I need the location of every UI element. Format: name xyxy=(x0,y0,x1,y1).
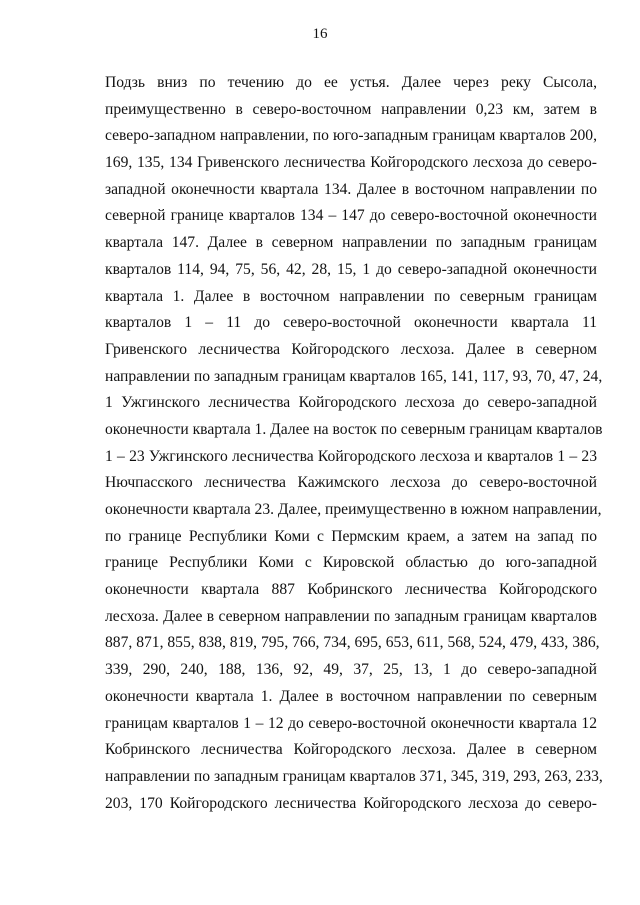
text-line: квартала 147. Далее в северном направлении по западным границам xyxy=(105,234,597,252)
text-line: западной оконечности квартала 134. Далее в восточном направлении по xyxy=(105,180,597,198)
text-line: лесхоза. Далее в северном направлении по западным границам кварталов xyxy=(105,607,597,625)
text-line: кварталов 1 – 11 до северо-восточной оконечности квартала 11 xyxy=(105,314,597,332)
text-line: 203, 170 Койгородского лесничества Койгородского лесхоза до северо- xyxy=(105,794,597,812)
text-line: по границе Республики Коми с Пермским краем, а затем на запад по xyxy=(105,527,597,545)
text-line: северо-западном направлении, по юго-западным границам кварталов 200, xyxy=(105,127,597,145)
text-line: направлении по западным границам кварталов 165, 141, 117, 93, 70, 47, 24, xyxy=(105,367,603,385)
text-line: оконечности квартала 23. Далее, преимущественно в южном направлении, xyxy=(105,501,602,518)
text-line: северной границе кварталов 134 – 147 до северо-восточной оконечности xyxy=(105,207,597,225)
text-line: Гривенского лесничества Койгородского лесхоза. Далее в северном xyxy=(105,340,597,358)
text-line: границам кварталов 1 – 12 до северо-восточной оконечности квартала 12 xyxy=(105,714,597,732)
text-line: направлении по западным границам кварталов 371, 345, 319, 293, 263, 233, xyxy=(105,767,603,785)
text-line: Кобринского лесничества Койгородского лесхоза. Далее в северном xyxy=(105,741,597,759)
body-paragraph xyxy=(105,70,603,817)
text-line: квартала 1. Далее в восточном направлении по северным границам xyxy=(105,287,597,305)
page-number: 16 xyxy=(312,26,328,42)
text-line: Подзь вниз по течению до ее устья. Далее через реку Сысола, xyxy=(105,74,597,91)
text-line: 339, 290, 240, 188, 136, 92, 49, 37, 25, 13, 1 до северо-западной xyxy=(105,661,597,679)
text-line: оконечности квартала 1. Далее на восток по северным границам кварталов xyxy=(105,420,603,438)
text-line: 1 Ужгинского лесничества Койгородского лесхоза до северо-западной xyxy=(105,394,597,412)
text-line: 1 – 23 Ужгинского лесничества Койгородского лесхоза и кварталов 1 – 23 xyxy=(105,447,597,465)
text-line: оконечности квартала 887 Кобринского лесничества Койгородского xyxy=(105,581,597,599)
text-line: 887, 871, 855, 838, 819, 795, 766, 734, 695, 653, 611, 568, 524, 479, 433, 386, xyxy=(105,634,600,652)
text-line: границе Республики Коми с Кировской областью до юго-западной xyxy=(105,554,597,572)
text-line: преимущественно в северо-восточном направлении 0,23 км, затем в xyxy=(105,100,597,118)
text-line: 169, 135, 134 Гривенского лесничества Койгородского лесхоза до северо- xyxy=(105,154,597,172)
text-line: Нючпасского лесничества Кажимского лесхоза до северо-восточной xyxy=(105,474,597,492)
text-line: оконечности квартала 1. Далее в восточном направлении по северным xyxy=(105,687,597,705)
text-line: кварталов 114, 94, 75, 56, 42, 28, 15, 1 до северо-западной оконечности xyxy=(105,260,597,278)
